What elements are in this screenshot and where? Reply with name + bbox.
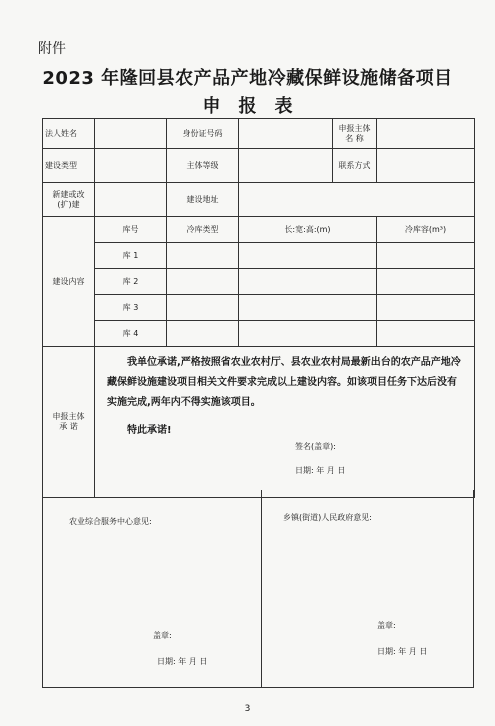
- build-address-value[interactable]: [239, 183, 475, 217]
- page-number: 3: [244, 704, 251, 714]
- col-volume: 冷库容(m³): [377, 217, 475, 243]
- applicant-name-value[interactable]: [377, 119, 475, 149]
- promise-date-label: 日期: 年 月 日: [295, 466, 346, 475]
- warehouse-type-cell[interactable]: [167, 243, 239, 269]
- applicant-name-label: [333, 119, 377, 149]
- new-build-label-line1: 新建或改: [52, 189, 85, 199]
- warehouse-size-cell[interactable]: [239, 295, 377, 321]
- warehouse-row-label: 库 2: [95, 269, 167, 295]
- table-row: [43, 149, 475, 183]
- legal-name-value[interactable]: [95, 119, 167, 149]
- warehouse-volume-cell[interactable]: [377, 243, 475, 269]
- warehouse-volume-cell[interactable]: [377, 269, 475, 295]
- build-type-label: 建设类型: [43, 149, 95, 183]
- promise-label-line1: 申报主体: [52, 412, 85, 421]
- annex-label: 附件: [38, 41, 66, 57]
- build-type-value[interactable]: [95, 149, 167, 183]
- warehouse-row-label: 库 1: [95, 243, 167, 269]
- applicant-name-label-line1: 申报主体: [338, 123, 371, 133]
- document-title: 2023 年隆回县农产品产地冷藏保鲜设施储备项目: [42, 68, 453, 89]
- entity-grade-value[interactable]: [239, 149, 333, 183]
- warehouse-size-cell[interactable]: [239, 321, 377, 347]
- warehouse-row-label: 库 3: [95, 295, 167, 321]
- legal-name-label: 法人姓名: [43, 119, 95, 149]
- warehouse-type-cell[interactable]: [167, 295, 239, 321]
- application-form-table: [42, 118, 475, 498]
- promise-text: 我单位承诺,严格按照省农业农村厅、县农业农村局最新出台的农产品产地冷藏保鲜设施建设项目相关文件要求完成以上建设内容。如该项目任务下达后没有实施完成,两年内不得实施该项目。: [107, 357, 461, 408]
- applicant-name-label-line2: 名 称: [345, 133, 364, 143]
- new-build-value[interactable]: [95, 183, 167, 217]
- warehouse-row-label: 库 4: [95, 321, 167, 347]
- signature-label: 签名(盖章):: [295, 442, 336, 451]
- warehouse-type-cell[interactable]: [167, 269, 239, 295]
- contact-value[interactable]: [377, 149, 475, 183]
- warehouse-size-cell[interactable]: [239, 243, 377, 269]
- id-number-value[interactable]: [239, 119, 333, 149]
- col-warehouse-no: 库号: [95, 217, 167, 243]
- opinions-divider: [261, 490, 262, 688]
- promise-cell: [95, 347, 475, 498]
- table-row: [43, 347, 475, 498]
- new-build-label: [43, 183, 95, 217]
- service-center-date-label: 日期: 年 月 日: [157, 657, 208, 666]
- table-row: [43, 183, 475, 217]
- id-number-label: 身份证号码: [167, 119, 239, 149]
- build-content-label: 建设内容: [43, 217, 95, 347]
- township-opinion-label: 乡镇(街道)人民政府意见:: [283, 513, 372, 522]
- warehouse-type-cell[interactable]: [167, 321, 239, 347]
- build-address-label: 建设地址: [167, 183, 239, 217]
- opinions-section: [42, 490, 474, 688]
- table-row: [43, 269, 475, 295]
- warehouse-volume-cell[interactable]: [377, 321, 475, 347]
- document-subtitle: 申报表: [202, 96, 311, 117]
- table-row: [43, 321, 475, 347]
- warehouse-size-cell[interactable]: [239, 269, 377, 295]
- entity-grade-label: 主体等级: [167, 149, 239, 183]
- promise-label: [43, 347, 95, 498]
- township-seal-label: 盖章:: [377, 621, 396, 630]
- service-center-opinion-label: 农业综合服务中心意见:: [69, 517, 152, 526]
- promise-closing: 特此承诺!: [127, 425, 172, 436]
- col-dimensions: 长:宽:高:(m): [239, 217, 377, 243]
- new-build-label-line2: (扩)建: [57, 199, 80, 209]
- table-row: [43, 119, 475, 149]
- contact-label: 联系方式: [333, 149, 377, 183]
- table-row: [43, 243, 475, 269]
- table-row: [43, 295, 475, 321]
- col-cold-storage-type: 冷库类型: [167, 217, 239, 243]
- warehouse-volume-cell[interactable]: [377, 295, 475, 321]
- service-center-seal-label: 盖章:: [153, 631, 172, 640]
- township-date-label: 日期: 年 月 日: [377, 647, 428, 656]
- promise-label-line2: 承 诺: [59, 422, 78, 431]
- table-row: [43, 217, 475, 243]
